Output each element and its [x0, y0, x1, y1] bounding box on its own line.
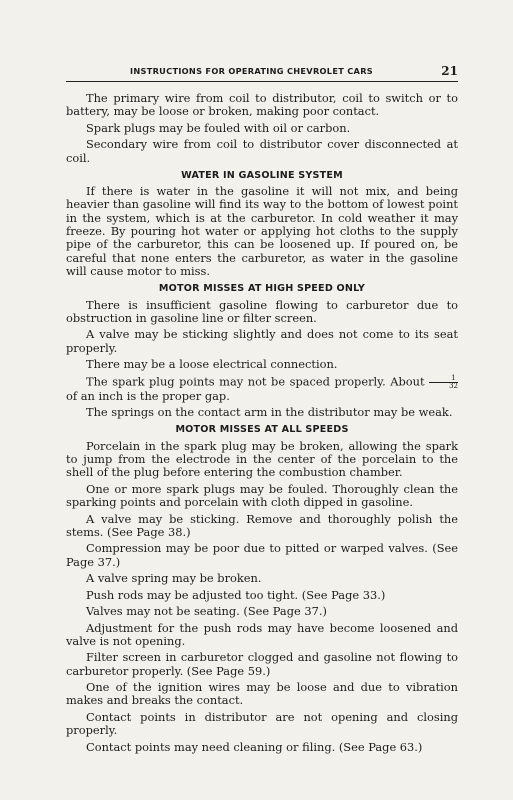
page-number: 21: [441, 64, 458, 78]
paragraph: One or more spark plugs may be fouled. Thoroughly clean the sparking points and porcelain with cloth dipped in gasoline.: [66, 481, 458, 510]
paragraph: Compression may be poor due to pitted or warped valves. (See Page 37.): [66, 541, 458, 569]
paragraph: Push rods may be adjusted too tight. (See Page 33.): [86, 587, 386, 602]
paragraph: If there is water in the gasoline it will not mix, and being heavier than gasoline will find its way to the bottom of lowest point in the system, which is at the carburetor. In cold weather it may freeze. By pouring hot water or applying hot cloths to the supply pipe of the carburetor, this can be loosened up. If poured on, be careful that none enters the carburetor, as water in the gasoline will cause motor to miss.: [66, 184, 458, 278]
fraction-denominator: 32: [449, 381, 458, 390]
paragraph: Porcelain in the spark plug may be broken, allowing the spark to jump from the electrode in the center of the porcelain to the shell of the plug before entering the combustion chamber.: [66, 438, 458, 480]
paragraph: Adjustment for the push rods may have become loosened and valve is not opening.: [66, 620, 458, 648]
paragraph: There may be a loose electrical connection.: [86, 357, 338, 372]
paragraph: Valves may not be seating. (See Page 37.): [86, 604, 327, 619]
section-heading: WATER IN GASOLINE SYSTEM: [181, 169, 343, 181]
running-title: INSTRUCTIONS FOR OPERATING CHEVROLET CARS: [130, 66, 373, 76]
paragraph: A valve spring may be broken.: [86, 571, 262, 586]
section-heading: MOTOR MISSES AT HIGH SPEED ONLY: [158, 283, 366, 295]
paragraph: Contact points in distributor are not opening and closing properly.: [66, 709, 458, 738]
paragraph: The springs on the contact arm in the distributor may be weak.: [86, 405, 453, 420]
paragraph: There is insufficient gasoline flowing to carburetor due to obstruction in gasoline line or filter screen.: [66, 297, 458, 325]
paragraph: Secondary wire from coil to distributor cover disconnected at coil.: [66, 137, 458, 165]
paragraph: Contact points may need cleaning or filing. (See Page 63.): [86, 739, 423, 754]
header-rule: [66, 81, 458, 82]
paragraph: One of the ignition wires may be loose and due to vibration makes and breaks the contact.: [66, 680, 458, 708]
paragraph: The primary wire from coil to distributor, coil to switch or to battery, may be loose or broken, making poor contact.: [66, 91, 458, 119]
section-heading: MOTOR MISSES AT ALL SPEEDS: [175, 424, 349, 436]
fraction: [429, 375, 458, 390]
paragraph: Spark plugs may be fouled with oil or carbon.: [86, 120, 351, 135]
body-text: [66, 92, 458, 757]
fraction-numerator: 1: [429, 375, 458, 383]
page-header: [66, 64, 458, 82]
paragraph: A valve may be sticking. Remove and thoroughly polish the stems. (See Page 38.): [66, 511, 458, 539]
paragraph: A valve may be sticking slightly and does not come to its seat properly.: [66, 327, 458, 355]
paragraph: Filter screen in carburetor clogged and gasoline not flowing to carburetor properly. (See Page 59.): [66, 650, 458, 678]
paragraph-text: of an inch is the proper gap.: [66, 388, 230, 403]
paragraph-spark-gap: [66, 375, 458, 403]
paragraph-text: The spark plug points may not be spaced properly. About: [86, 374, 425, 389]
